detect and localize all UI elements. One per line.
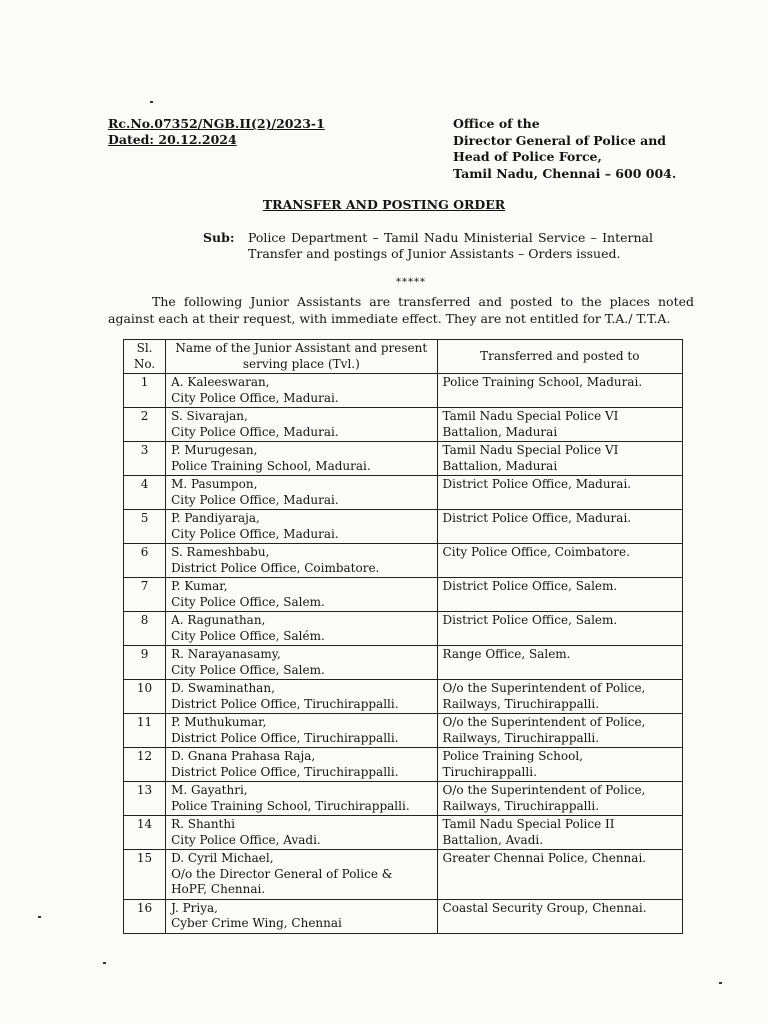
row-posted-cell (437, 408, 682, 442)
office-line: Tamil Nadu, Chennai – 600 004. (453, 165, 677, 181)
row-posted-cell (437, 578, 682, 612)
order-title: TRANSFER AND POSTING ORDER (262, 197, 506, 212)
posted-line: Police Training School, Madurai. (442, 375, 643, 389)
header-sl-no: Sl. No. (124, 340, 166, 374)
name-line: City Police Office, Salém. (171, 628, 325, 643)
posted-line: Tiruchirappalli. (442, 764, 537, 779)
posted-line: Railways, Tiruchirappalli. (442, 798, 600, 813)
name-line: City Police Office, Madurai. (171, 424, 339, 439)
row-posted-cell (437, 680, 682, 714)
scan-speck (719, 982, 722, 984)
name-line: HoPF, Chennai. (171, 882, 266, 896)
table-row (124, 680, 683, 714)
posted-line: Coastal Security Group, Chennai. (442, 900, 647, 915)
table-header-row (124, 340, 683, 374)
table-row (124, 850, 683, 900)
table-row (124, 374, 683, 408)
row-posted-cell (437, 816, 682, 850)
row-name-cell (166, 646, 437, 680)
row-name-cell (166, 714, 437, 748)
row-name-cell (166, 476, 437, 510)
name-line: City Police Office, Madurai. (171, 390, 339, 405)
name-line: S. Rameshbabu, (171, 545, 270, 559)
name-line: City Police Office, Salem. (171, 594, 325, 609)
name-line: P. Kumar, (171, 579, 228, 593)
row-sl-no: 1 (124, 374, 166, 408)
row-sl-no: 8 (124, 612, 166, 646)
posted-line: Tamil Nadu Special Police VI (442, 409, 619, 423)
posted-line: Police Training School, (442, 749, 583, 763)
row-sl-no: 15 (124, 850, 166, 900)
row-sl-no: 12 (124, 748, 166, 782)
row-sl-no: 5 (124, 510, 166, 544)
name-line: A. Kaleeswaran, (171, 375, 270, 389)
row-posted-cell (437, 748, 682, 782)
transfer-table (123, 339, 683, 934)
name-line: District Police Office, Coimbatore. (171, 560, 380, 575)
row-sl-no: 16 (124, 899, 166, 933)
scan-speck (150, 101, 153, 103)
name-line: P. Murugesan, (171, 443, 258, 457)
posted-line: Battalion, Avadi. (442, 832, 544, 847)
posted-line: District Police Office, Madurai. (442, 511, 632, 525)
row-sl-no: 10 (124, 680, 166, 714)
office-address (453, 116, 676, 182)
posted-line: Battalion, Madurai (442, 458, 558, 473)
name-line: Police Training School, Madurai. (171, 458, 371, 473)
row-posted-cell (437, 612, 682, 646)
header-posted-to: Transferred and posted to (437, 340, 682, 374)
name-line: Cyber Crime Wing, Chennai (171, 916, 342, 930)
intro-paragraph: The following Junior Assistants are transferred and posted to the places noted against each at their request, with immediate effect. They are not entitled for T.A./ T.T.A. (108, 294, 694, 326)
table-row (124, 578, 683, 612)
row-name-cell (166, 850, 437, 900)
name-line: District Police Office, Tiruchirappalli. (171, 730, 399, 745)
name-line: D. Cyril Michael, (171, 851, 274, 865)
row-posted-cell (437, 714, 682, 748)
posted-line: District Police Office, Salem. (442, 613, 618, 627)
row-sl-no: 2 (124, 408, 166, 442)
row-name-cell (166, 899, 437, 933)
posted-line: Range Office, Salem. (442, 647, 571, 661)
row-sl-no: 11 (124, 714, 166, 748)
name-line: R. Narayanasamy, (171, 647, 281, 661)
table-row (124, 782, 683, 816)
table-body (124, 374, 683, 934)
posted-line: City Police Office, Coimbatore. (442, 545, 630, 559)
table-row (124, 408, 683, 442)
posted-line: Railways, Tiruchirappalli. (442, 696, 600, 711)
scan-speck (103, 962, 106, 964)
reference-block (108, 116, 325, 148)
subject-text: Police Department – Tamil Nadu Ministerial Service – Internal Transfer and postings of Junior Assistants – Orders issued. (248, 230, 653, 261)
row-name-cell (166, 816, 437, 850)
reference-number: Rc.No.07352/NGB.II(2)/2023-1 (108, 116, 325, 131)
row-sl-no: 7 (124, 578, 166, 612)
posted-line: O/o the Superintendent of Police, (442, 681, 646, 695)
office-line: Office of the (453, 116, 540, 131)
row-sl-no: 6 (124, 544, 166, 578)
table-row (124, 714, 683, 748)
name-line: O/o the Director General of Police & (171, 866, 393, 881)
row-sl-no: 4 (124, 476, 166, 510)
posted-line: Greater Chennai Police, Chennai. (442, 851, 647, 865)
name-line: D. Gnana Prahasa Raja, (171, 749, 316, 763)
posted-line: District Police Office, Salem. (442, 579, 618, 593)
posted-line: Battalion, Madurai (442, 424, 558, 439)
separator: ***** (396, 277, 426, 288)
name-line: P. Muthukumar, (171, 715, 267, 729)
row-name-cell (166, 442, 437, 476)
table-row (124, 442, 683, 476)
name-line: City Police Office, Avadi. (171, 832, 321, 847)
name-line: City Police Office, Salem. (171, 662, 325, 677)
row-name-cell (166, 374, 437, 408)
subject-label: Sub: (203, 230, 235, 245)
row-name-cell (166, 408, 437, 442)
row-name-cell (166, 510, 437, 544)
name-line: District Police Office, Tiruchirappalli. (171, 696, 399, 711)
row-sl-no: 14 (124, 816, 166, 850)
row-sl-no: 9 (124, 646, 166, 680)
table-row (124, 899, 683, 933)
header-name: Name of the Junior Assistant and present serving place (Tvl.) (166, 340, 437, 374)
name-line: District Police Office, Tiruchirappalli. (171, 764, 399, 779)
name-line: R. Shanthi (171, 817, 235, 831)
name-line: A. Ragunathan, (171, 613, 266, 627)
posted-line: Tamil Nadu Special Police II (442, 817, 615, 831)
row-sl-no: 13 (124, 782, 166, 816)
table-row (124, 748, 683, 782)
office-line: Director General of Police and (453, 132, 667, 148)
row-name-cell (166, 612, 437, 646)
posted-line: O/o the Superintendent of Police, (442, 783, 646, 797)
name-line: M. Pasumpon, (171, 477, 258, 491)
row-posted-cell (437, 782, 682, 816)
name-line: Police Training School, Tiruchirappalli. (171, 798, 410, 813)
name-line: City Police Office, Madurai. (171, 492, 339, 507)
name-line: P. Pandiyaraja, (171, 511, 260, 525)
scan-speck (38, 916, 41, 918)
name-line: City Police Office, Madurai. (171, 526, 339, 541)
row-name-cell (166, 782, 437, 816)
row-posted-cell (437, 646, 682, 680)
name-line: J. Priya, (171, 900, 218, 915)
posted-line: Railways, Tiruchirappalli. (442, 730, 600, 745)
table-row (124, 816, 683, 850)
name-line: D. Swaminathan, (171, 681, 275, 695)
name-line: M. Gayathri, (171, 783, 248, 797)
row-name-cell (166, 578, 437, 612)
row-posted-cell (437, 510, 682, 544)
posted-line: District Police Office, Madurai. (442, 477, 632, 491)
row-posted-cell (437, 476, 682, 510)
row-posted-cell (437, 850, 682, 900)
row-posted-cell (437, 442, 682, 476)
posted-line: Tamil Nadu Special Police VI (442, 443, 619, 457)
office-line: Head of Police Force, (453, 149, 602, 164)
row-posted-cell (437, 374, 682, 408)
table-row (124, 612, 683, 646)
name-line: S. Sivarajan, (171, 409, 248, 423)
table-row (124, 510, 683, 544)
row-name-cell (166, 544, 437, 578)
row-name-cell (166, 680, 437, 714)
table-row (124, 646, 683, 680)
row-name-cell (166, 748, 437, 782)
table-row (124, 544, 683, 578)
posted-line: O/o the Superintendent of Police, (442, 715, 646, 729)
row-posted-cell (437, 899, 682, 933)
order-date: Dated: 20.12.2024 (108, 132, 237, 147)
row-sl-no: 3 (124, 442, 166, 476)
table-row (124, 476, 683, 510)
row-posted-cell (437, 544, 682, 578)
